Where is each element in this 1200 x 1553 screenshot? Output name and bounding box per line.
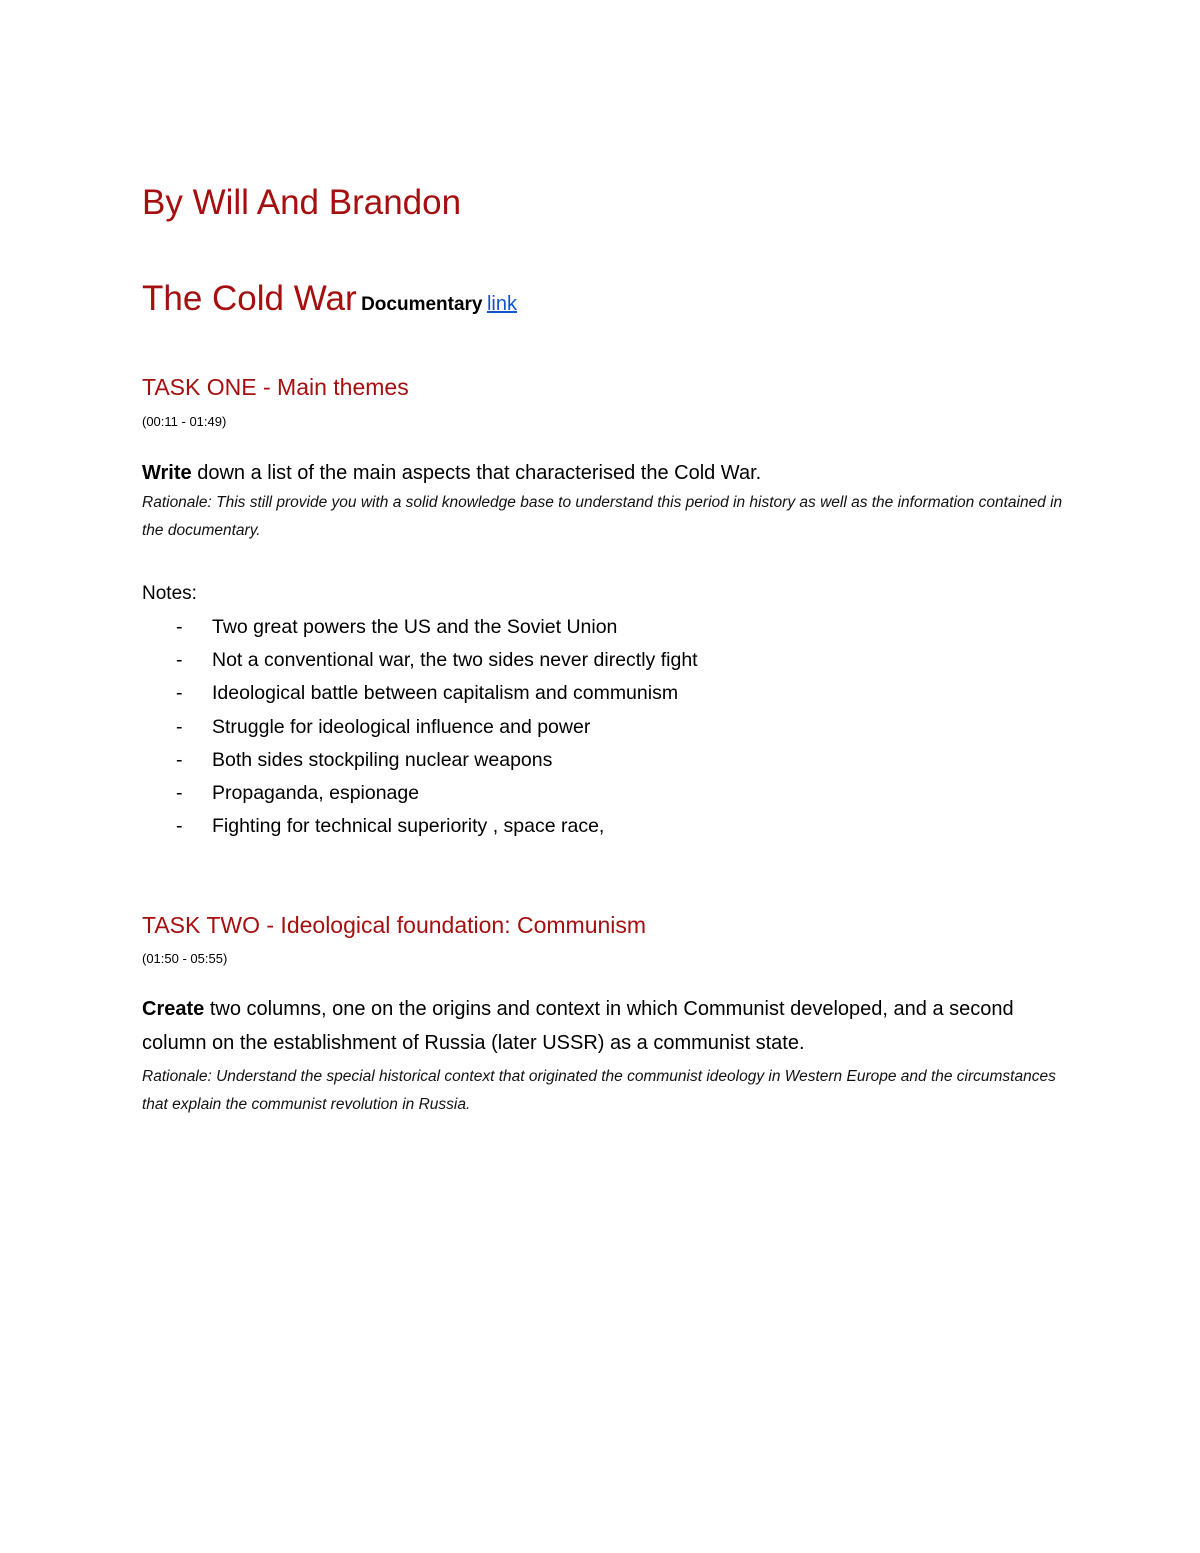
list-bullet: - xyxy=(176,682,183,705)
list-bullet: - xyxy=(176,649,183,672)
list-item-text: Both sides stockpiling nuclear weapons xyxy=(212,748,553,771)
task-one-instruction xyxy=(142,456,1072,490)
list-bullet: - xyxy=(176,715,183,738)
documentary-link[interactable]: link xyxy=(486,293,517,315)
task-two-heading: TASK TWO - Ideological foundation: Communism xyxy=(142,912,647,938)
task-two-instruction xyxy=(142,992,1072,1060)
task-one-instruction-verb: Write xyxy=(142,462,192,484)
task-two-instruction-text: two columns, one on the origins and context in which Communist developed, and a second column on the establishment of Russia (later USSR) as a communist state. xyxy=(142,998,1014,1054)
title-line xyxy=(142,280,517,319)
task-one-heading: TASK ONE - Main themes xyxy=(142,374,409,400)
task-one-timecode: (00:11 - 01:49) xyxy=(142,414,227,429)
task-two-timecode: (01:50 - 05:55) xyxy=(142,951,228,966)
list-item-text: Two great powers the US and the Soviet Union xyxy=(212,616,618,638)
task-two-rationale: Rationale: Understand the special historical context that originated the communist ideology in Western Europe and the circumstances that explain the communist revolution in Russia. xyxy=(142,1068,1056,1113)
notes-label: Notes: xyxy=(142,583,197,604)
task-one-rationale: Rationale: This still provide you with a solid knowledge base to understand this period in history as well as the information contained in the documentary. xyxy=(142,494,1063,539)
list-item-text: Struggle for ideological influence and power xyxy=(212,715,591,738)
list-bullet: - xyxy=(176,781,183,804)
list-item-text: Ideological battle between capitalism and communism xyxy=(212,682,679,705)
list-item-text: Not a conventional war, the two sides never directly fight xyxy=(212,649,698,672)
list-bullet: - xyxy=(176,616,183,638)
title-subtitle: Documentary xyxy=(361,294,483,315)
list-bullet: - xyxy=(176,748,183,771)
task-two-instruction-verb: Create xyxy=(142,998,205,1020)
list-item-text: Propaganda, espionage xyxy=(212,781,420,804)
list-bullet: - xyxy=(176,815,183,838)
task-one-instruction-text: down a list of the main aspects that characterised the Cold War. xyxy=(191,462,762,484)
list-item-text: Fighting for technical superiority , space race, xyxy=(212,815,605,838)
author-line: By Will And Brandon xyxy=(142,183,462,222)
page-title: The Cold War xyxy=(142,279,357,318)
